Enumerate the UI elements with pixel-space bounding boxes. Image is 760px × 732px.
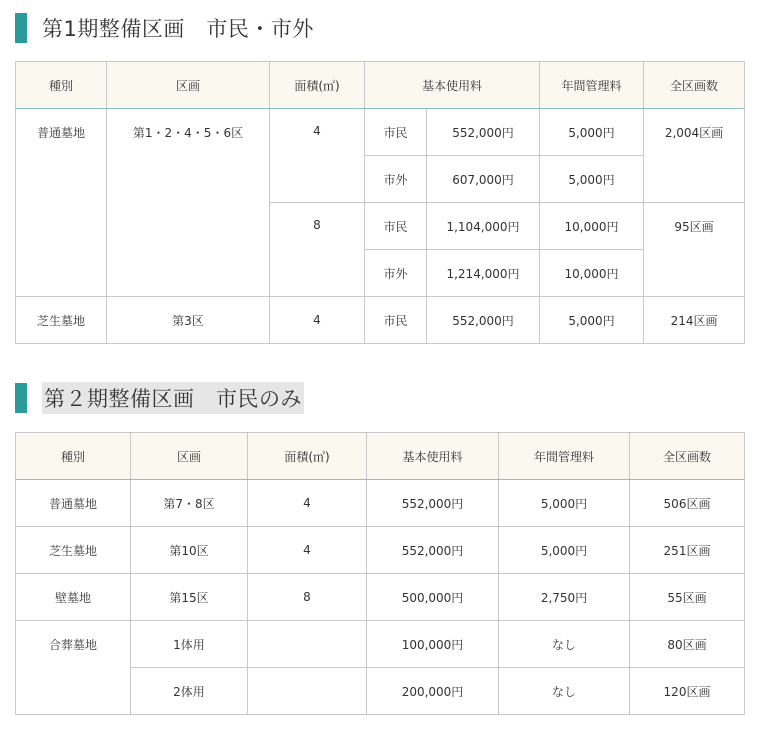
heading-accent-bar (15, 13, 27, 43)
cell-basic-fee: 1,104,000円 (427, 203, 540, 250)
cell-total-plots: 214区画 (644, 297, 745, 344)
section2-heading (15, 382, 304, 414)
header-management-fee: 年間管理料 (540, 62, 644, 109)
cell-area: 4 (248, 527, 367, 574)
cell-basic-fee: 1,214,000円 (427, 250, 540, 297)
cell-management-fee: 2,750円 (499, 574, 630, 621)
cell-total-plots: 55区画 (630, 574, 745, 621)
cell-area: 4 (248, 480, 367, 527)
cell-management-fee: 5,000円 (540, 109, 644, 156)
header-type: 種別 (16, 433, 131, 480)
cell-area: 8 (248, 574, 367, 621)
cell-type: 芝生墓地 (16, 297, 107, 344)
header-basic-fee: 基本使用料 (365, 62, 540, 109)
cell-area: 4 (270, 297, 365, 344)
section1-heading (15, 12, 314, 44)
cell-management-fee: 10,000円 (540, 203, 644, 250)
header-type: 種別 (16, 62, 107, 109)
cell-area: 4 (270, 109, 365, 203)
cell-management-fee: 5,000円 (499, 480, 630, 527)
cell-area: 8 (270, 203, 365, 297)
cell-plots: 第1・2・4・5・6区 (107, 109, 270, 297)
cell-basic-fee: 200,000円 (367, 668, 499, 715)
section2-fee-table (15, 432, 745, 715)
header-plots: 区画 (131, 433, 248, 480)
section1-fee-table (15, 61, 745, 344)
cell-management-fee: なし (499, 621, 630, 668)
cell-resident: 市民 (365, 109, 427, 156)
table-row (16, 480, 745, 527)
cell-basic-fee: 552,000円 (367, 527, 499, 574)
cell-type: 普通墓地 (16, 480, 131, 527)
cell-plots: 第10区 (131, 527, 248, 574)
cell-total-plots: 120区画 (630, 668, 745, 715)
cell-plots: 2体用 (131, 668, 248, 715)
cell-basic-fee: 607,000円 (427, 156, 540, 203)
cell-total-plots: 251区画 (630, 527, 745, 574)
cell-management-fee: 5,000円 (499, 527, 630, 574)
cell-plots: 第15区 (131, 574, 248, 621)
cell-management-fee: 5,000円 (540, 156, 644, 203)
section1-title: 第1期整備区画 市民・市外 (42, 17, 314, 41)
cell-type: 芝生墓地 (16, 527, 131, 574)
section2-title: 第２期整備区画 市民のみ (42, 382, 304, 414)
heading-accent-bar (15, 383, 27, 413)
header-total-plots: 全区画数 (630, 433, 745, 480)
cell-plots: 1体用 (131, 621, 248, 668)
cell-type: 普通墓地 (16, 109, 107, 297)
cell-basic-fee: 100,000円 (367, 621, 499, 668)
cell-total-plots: 80区画 (630, 621, 745, 668)
cell-management-fee: なし (499, 668, 630, 715)
cell-plots: 第7・8区 (131, 480, 248, 527)
header-management-fee: 年間管理料 (499, 433, 630, 480)
cell-resident: 市民 (365, 297, 427, 344)
header-plots: 区画 (107, 62, 270, 109)
cell-total-plots: 506区画 (630, 480, 745, 527)
table-row (16, 574, 745, 621)
cell-resident: 市外 (365, 156, 427, 203)
cell-area (248, 621, 367, 668)
header-total-plots: 全区画数 (644, 62, 745, 109)
cell-management-fee: 10,000円 (540, 250, 644, 297)
cell-type: 壁墓地 (16, 574, 131, 621)
table-row (16, 297, 745, 344)
cell-plots: 第3区 (107, 297, 270, 344)
cell-type: 合葬墓地 (16, 621, 131, 715)
cell-basic-fee: 552,000円 (367, 480, 499, 527)
table-header-row (16, 433, 745, 480)
cell-area (248, 668, 367, 715)
header-area: 面積(㎡) (248, 433, 367, 480)
header-basic-fee: 基本使用料 (367, 433, 499, 480)
cell-resident: 市外 (365, 250, 427, 297)
table-row (16, 109, 745, 156)
table-row (16, 527, 745, 574)
cell-basic-fee: 552,000円 (427, 297, 540, 344)
header-area: 面積(㎡) (270, 62, 365, 109)
table-header-row (16, 62, 745, 109)
cell-total-plots: 95区画 (644, 203, 745, 297)
table-row (16, 621, 745, 668)
cell-basic-fee: 500,000円 (367, 574, 499, 621)
cell-management-fee: 5,000円 (540, 297, 644, 344)
cell-total-plots: 2,004区画 (644, 109, 745, 203)
cell-basic-fee: 552,000円 (427, 109, 540, 156)
cell-resident: 市民 (365, 203, 427, 250)
